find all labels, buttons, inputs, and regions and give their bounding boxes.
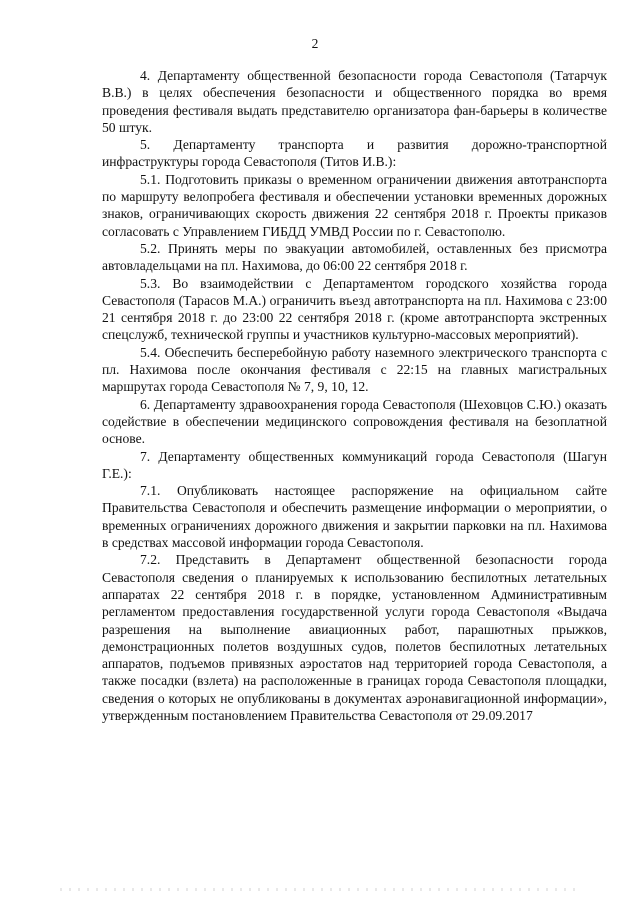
- paragraph-4: 4. Департаменту общественной безопасности города Севастополя (Татарчук В.В.) в целях обеспечения безопасности и общественного порядка во время проведения фестиваля выдать представителю организатора фан-барьеры в количестве 50 штук.: [102, 68, 607, 135]
- page-number: 2: [311, 36, 319, 51]
- paragraph-5-2: 5.2. Принять меры по эвакуации автомобилей, оставленных без присмотра автовладельцами на пл. Нахимова, до 06:00 22 сентября 2018 г.: [102, 240, 607, 274]
- scan-noise: [60, 888, 580, 891]
- document-body: [102, 67, 607, 724]
- paragraph-7: 7. Департаменту общественных коммуникаций города Севастополя (Шагун Г.Е.):: [102, 448, 607, 481]
- paragraph-5-4: 5.4. Обеспечить бесперебойную работу наземного электрического транспорта с пл. Нахимова после окончания фестиваля с 22:15 на главных магистральных маршрутах города Севастополя № 7, 9, 10, 12.: [102, 344, 607, 395]
- paragraph-5-3: 5.3. Во взаимодействии с Департаментом городского хозяйства города Севастополя (Тарасов М.А.) ограничить въезд автотранспорта на пл. Нахимова с 23:00 21 сентября 2018 г. до 23:00 22 сентября 2018 г. (кроме автотранспорта экстренных спецслужб, технической группы и участников культурно-массовых мероприятий).: [102, 275, 607, 343]
- paragraph-7-2: 7.2. Представить в Департамент общественной безопасности города Севастополя сведения о планируемых к использованию беспилотных летательных аппаратах 22 сентября 2018 г. в порядке, установленном Административным регламентом предоставления государственной услуги города Севастополя «Выдача разрешения на выполнение авиационных работ, парашютных прыжков, демонстрационных полетов воздушных судов, полетов беспилотных летательных аппаратов, подъемов привязных аэростатов над территорией города Севастополя, а также посадки (взлета) на расположенные в границах города Севастополя площадки, сведения о которых не опубликованы в документах аэронавигационной информации», утвержденным постановлением Правительства Севастополя от 29.09.2017: [102, 552, 607, 723]
- paragraph-6: 6. Департаменту здравоохранения города Севастополя (Шеховцов С.Ю.) оказать содействие в обеспечении медицинского сопровождения фестиваля на безоплатной основе.: [102, 396, 607, 447]
- paragraph-7-1: 7.1. Опубликовать настоящее распоряжение на официальном сайте Правительства Севастополя и обеспечить размещение информации о мероприятии, о временных ограничениях дорожного движения и закрытии парковки на пл. Нахимова в средствах массовой информации города Севастополя.: [102, 483, 607, 551]
- paragraph-5-1: 5.1. Подготовить приказы о временном ограничении движения автотранспорта по маршруту велопробега фестиваля и обеспечении установки временных дорожных знаков, ограничивающих скорость движения 22 сентября 2018 г. Проекты приказов согласовать с Управлением ГИБДД УМВД России по г. Севастополю.: [102, 171, 607, 239]
- paragraph-5: 5. Департаменту транспорта и развития дорожно-транспортной инфраструктуры города Севастополя (Титов И.В.):: [102, 137, 607, 170]
